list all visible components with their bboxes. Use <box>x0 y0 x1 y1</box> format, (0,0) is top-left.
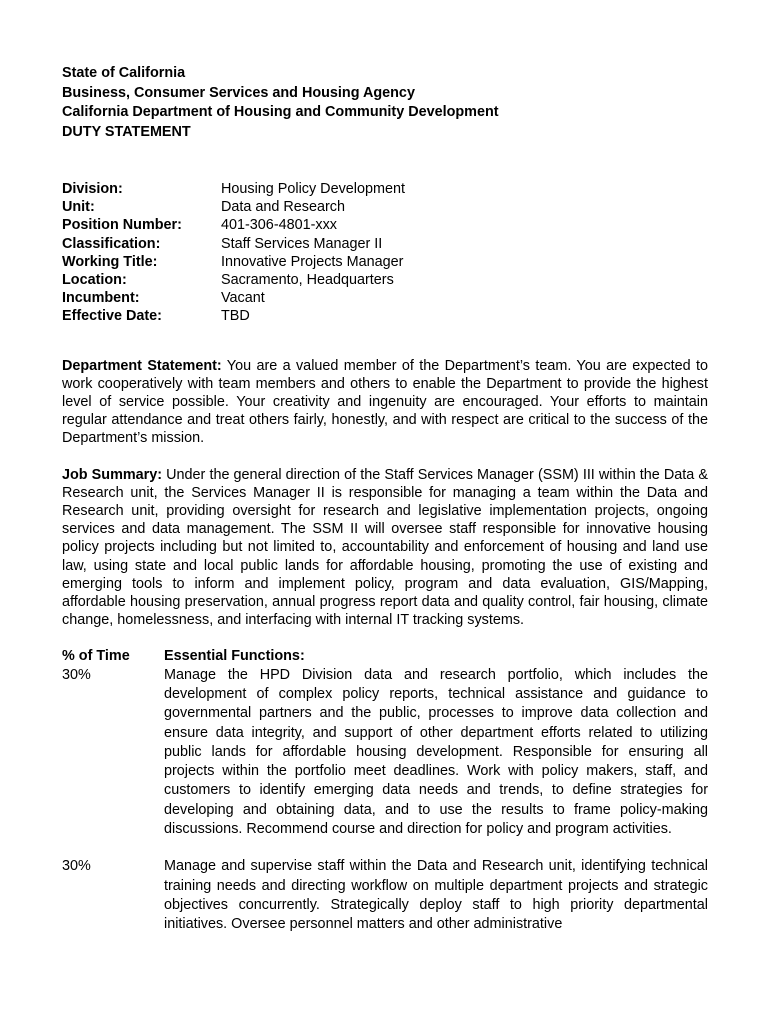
info-label: Classification: <box>62 235 161 252</box>
info-value: TBD <box>221 308 250 325</box>
function-item <box>62 857 708 934</box>
job-summary-label: Job Summary: <box>62 466 163 483</box>
job-summary <box>62 466 708 630</box>
position-info <box>62 180 708 326</box>
percent-time-header: % of Time <box>62 648 130 665</box>
info-value: Sacramento, Headquarters <box>221 272 394 289</box>
info-row-position-number <box>62 216 708 234</box>
document-header <box>62 64 708 142</box>
info-value: Vacant <box>221 290 265 307</box>
essential-functions-header: Essential Functions: <box>164 648 305 665</box>
info-label: Working Title: <box>62 253 158 270</box>
info-label: Effective Date: <box>62 308 162 325</box>
document-title: DUTY STATEMENT <box>62 123 191 140</box>
header-department: California Department of Housing and Community Development <box>62 104 499 120</box>
function-text: Manage and supervise staff within the Data and Research unit, identifying technical training needs and directing workflow on multiple department projects and strategic objectives concurrently. Strategically deploy staff to high priority departmental initiatives. Oversee personnel matters and other administrative <box>164 858 708 933</box>
info-row-working-title <box>62 253 708 271</box>
info-row-unit <box>62 198 708 216</box>
info-row-effective-date <box>62 307 708 325</box>
info-row-division <box>62 180 708 198</box>
department-statement <box>62 357 708 448</box>
department-statement-label: Department Statement: <box>62 357 222 374</box>
header-agency: Business, Consumer Services and Housing Agency <box>62 84 415 101</box>
department-statement-text: You are a valued member of the Department’s team. You are expected to work cooperatively with team members and others to enable the Department to provide the highest level of service possible. Your creativity and ingenuity are encouraged. Your efforts to maintain regular attendance and treat others fairly, honestly, and with respect are critical to the success of the Department’s mission. <box>62 357 709 447</box>
header-state: State of California <box>62 65 186 81</box>
info-label: Unit: <box>62 199 95 216</box>
functions-header <box>62 647 708 665</box>
info-row-classification <box>62 235 708 253</box>
info-value: Staff Services Manager II <box>221 235 383 252</box>
info-value: Data and Research <box>221 199 345 216</box>
info-row-incumbent <box>62 289 708 307</box>
info-label: Division: <box>62 181 123 197</box>
info-value: Housing Policy Development <box>221 181 405 197</box>
info-value: 401-306-4801-xxx <box>221 217 337 234</box>
job-summary-text: Under the general direction of the Staff Services Manager (SSM) III within the Data & Research unit, the Services Manager II is responsible for managing a team within the Data and Research unit, providing oversight for research and legislative implementation projects, ongoing services and data management. The SSM II will oversee staff responsible for innovative housing policy projects including but not limited to, accountability and enforcement of housing and land use law, using state and local public lands for affordable housing, promoting the use of existing and emerging tools to inform and implement policy, program and data evaluation, GIS/Mapping, affordable housing preservation, annual progress report data and quality control, fair housing, climate change, homelessness, and interfacing with internal IT tracking systems. <box>62 466 708 629</box>
info-label: Position Number: <box>62 217 182 234</box>
function-item <box>62 666 708 840</box>
info-value: Innovative Projects Manager <box>221 253 404 270</box>
info-label: Incumbent: <box>62 290 140 307</box>
function-percent: 30% <box>62 666 91 683</box>
function-text: Manage the HPD Division data and research portfolio, which includes the development of complex policy reports, technical assistance and guidance to governmental partners and the public, processes to improve data collection and ensure data integrity, and support of other department efforts related to utilizing public lands for affordable housing development. Responsible for ensuring all projects within the portfolio meet deadlines. Work with policy makers, staff, and customers to identify emerging data needs and trends, to define strategies for developing and obtaining data, and to use the results to frame policy-making discussions. Recommend course and direction for policy and program activities. <box>164 666 708 838</box>
info-label: Location: <box>62 272 127 289</box>
duty-statement-page <box>62 64 708 935</box>
info-row-location <box>62 271 708 289</box>
function-percent: 30% <box>62 858 91 875</box>
